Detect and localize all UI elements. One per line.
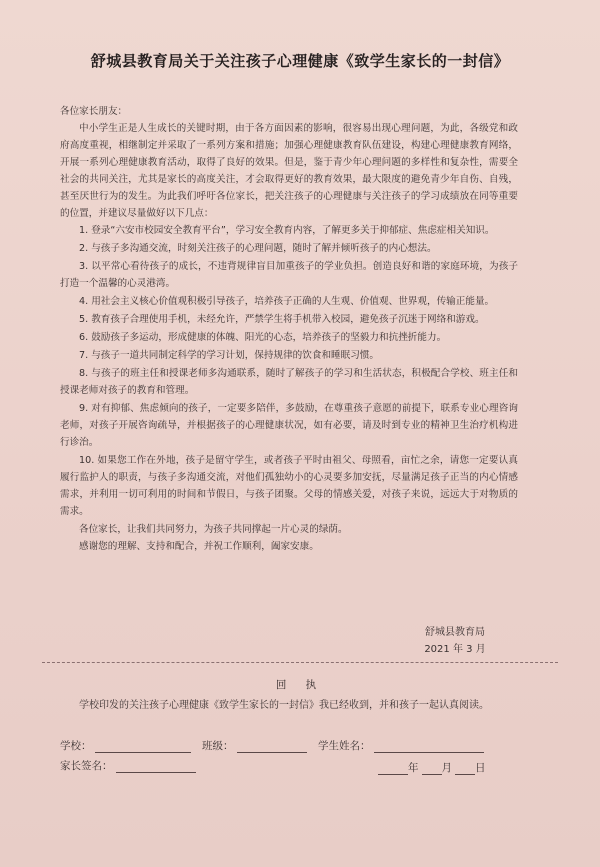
student-name-field: [318, 738, 484, 753]
parent-signature-field: [60, 758, 196, 773]
day-label: 日: [475, 762, 486, 774]
class-input-line[interactable]: [237, 740, 307, 753]
year-label: 年: [408, 762, 419, 774]
suggestion-item: 6. 鼓励孩子多运动，形成健康的体魄、阳光的心态，培养孩子的坚毅力和抗挫折能力。: [79, 332, 447, 343]
suggestion-item: 3. 以平常心看待孩子的成长，不违背规律盲目加重孩子的学业负担。创造良好和谐的家庭环境，为孩子打造一个温馨的心灵港湾。: [60, 261, 518, 289]
suggestion-item: 10. 如果您工作在外地，孩子是留守学生，或者孩子平时由祖父、母照看，亩忙之余，请您一定要认真履行监护人的职责，与孩子多沟通交流，对他们孤独幼小的心灵要多加安抚，尽量满足孩子正当的内心情感需求，并利用一切可利用的时间和节假日，与孩子团聚。父母的情感关爱，对孩子来说，远远大于对物质的需求。: [60, 455, 518, 517]
school-input-line[interactable]: [95, 740, 191, 753]
class-label: 班级：: [202, 740, 234, 752]
suggestion-item: 1. 登录“六安市校园安全教育平台”，学习安全教育内容，了解更多关于抑郁症、焦虑症相关知识。: [79, 225, 495, 236]
suggestion-item: 8. 与孩子的班主任和授课老师多沟通联系，随时了解孩子的学习和生活状态，积极配合学校、班主任和授课老师对孩子的教育和管理。: [60, 368, 518, 396]
receipt-text: 学校印发的关注孩子心理健康《致学生家长的一封信》我已经收到，并和孩子一起认真阅读。: [79, 700, 489, 711]
suggestion-item: 2. 与孩子多沟通交流，时刻关注孩子的心理问题，随时了解并倾听孩子的内心想法。: [79, 243, 437, 254]
school-field: [60, 738, 191, 753]
closing-appeal: 各位家长，让我们共同努力，为孩子共同撑起一片心灵的绿荫。: [79, 524, 348, 535]
signature-block: [400, 624, 510, 658]
receipt-date-field: [378, 760, 486, 775]
receipt-title: 回 执: [275, 679, 325, 691]
day-input-line[interactable]: [455, 762, 475, 775]
year-input-line[interactable]: [378, 762, 408, 775]
cut-line-divider: [42, 662, 558, 663]
suggestion-item: 4. 用社会主义核心价值观积极引导孩子，培养孩子正确的人生观、价值观、世界观，传输正能量。: [79, 296, 495, 307]
intro-paragraph: 中小学生正是人生成长的关键时期，由于各方面因素的影响，很容易出现心理问题，为此，各级党和政府高度重视，相继制定并采取了一系列方案和措施；加强心理健康教育队伍建设，构建心理健康教育网络，开展一系列心理健康教育活动，取得了良好的效果。但是，鉴于青少年心理问题的多样性和复杂性，需要全社会的共同关注，尤其是家长的高度关注，才会取得更好的教育效果，最大限度的避免青少年自伤、自残，甚至厌世行为的发生。为此我们呼吁各位家长，把关注孩子的心理健康与关注孩子的学习成绩放在同等重要的位置，并建议尽量做好以下几点：: [60, 123, 518, 219]
month-input-line[interactable]: [422, 762, 442, 775]
signature-org: 舒城县教育局: [425, 627, 485, 638]
suggestion-item: 7. 与孩子一道共同制定科学的学习计划，保持规律的饮食和睡眠习惯。: [79, 350, 380, 361]
closing-thanks: 感谢您的理解、支持和配合，并祝工作顺利，阖家安康。: [79, 541, 319, 552]
student-name-input-line[interactable]: [374, 740, 484, 753]
class-field: [202, 738, 307, 753]
suggestion-item: 9. 对有抑郁、焦虑倾向的孩子，一定要多陪伴，多鼓励，在尊重孩子意愿的前提下，联系专业心理咨询老师，对孩子开展咨询疏导，并根据孩子的心理健康状况，如有必要，请及时到专业的精神卫生治疗机构进行诊治。: [60, 403, 518, 448]
parent-signature-label: 家长签名：: [60, 760, 113, 772]
letter-title: 舒城县教育局关于关注孩子心理健康《致学生家长的一封信》: [90, 52, 510, 70]
suggestion-item: 5. 教育孩子合理使用手机，未经允许，严禁学生将手机带入校园，避免孩子沉迷于网络和游戏。: [79, 314, 485, 325]
letter-body: [60, 103, 518, 555]
signature-date: 2021 年 3 月: [424, 644, 486, 655]
greeting: 各位家长朋友：: [60, 106, 128, 117]
student-name-label: 学生姓名：: [318, 740, 371, 752]
parent-signature-input-line[interactable]: [116, 760, 196, 773]
school-label: 学校：: [60, 740, 92, 752]
month-label: 月: [441, 762, 452, 774]
